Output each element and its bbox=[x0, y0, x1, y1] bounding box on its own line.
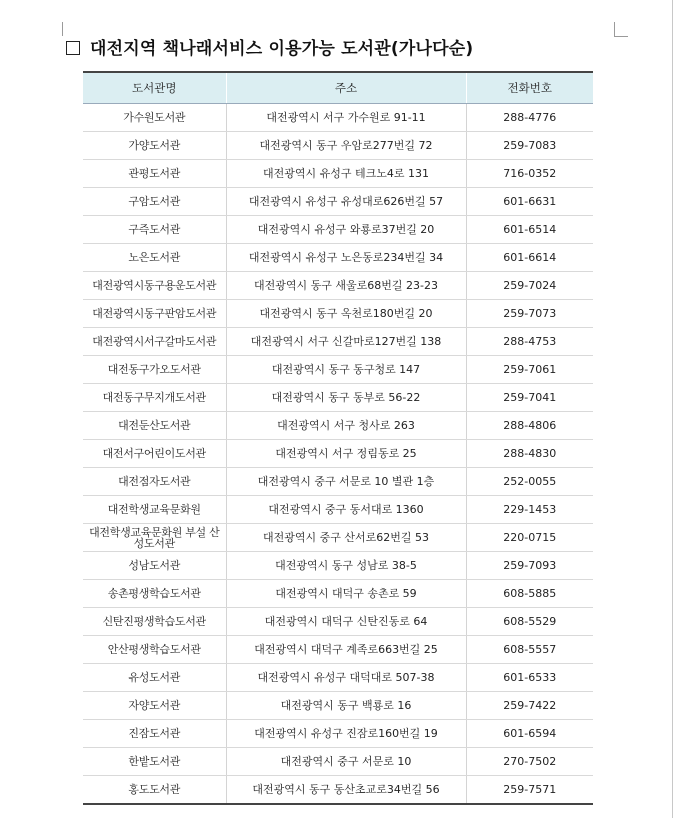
page-edge bbox=[672, 0, 673, 818]
address-cell: 대전광역시 유성구 유성대로626번길 57 bbox=[226, 188, 466, 216]
address-cell: 대전광역시 대덕구 송촌로 59 bbox=[226, 580, 466, 608]
table-row bbox=[83, 496, 593, 524]
address-cell: 대전광역시 대덕구 계족로663번길 25 bbox=[226, 636, 466, 664]
phone-cell: 259-7422 bbox=[466, 692, 593, 720]
margin-corner-mark bbox=[62, 22, 63, 36]
phone-cell: 288-4830 bbox=[466, 440, 593, 468]
table-row bbox=[83, 776, 593, 805]
document-title-text: 대전지역 책나래서비스 이용가능 도서관(가나다순) bbox=[90, 39, 474, 59]
table-row bbox=[83, 356, 593, 384]
library-table bbox=[83, 71, 593, 805]
address-cell: 대전광역시 유성구 노은동로234번길 34 bbox=[226, 244, 466, 272]
checkbox-square-icon bbox=[66, 41, 80, 55]
address-cell: 대전광역시 유성구 와룡로37번길 20 bbox=[226, 216, 466, 244]
table-row bbox=[83, 608, 593, 636]
table-row bbox=[83, 188, 593, 216]
library-name-cell: 대전학생교육문화원 bbox=[83, 496, 226, 524]
table-row bbox=[83, 384, 593, 412]
phone-cell: 601-6614 bbox=[466, 244, 593, 272]
library-name-cell: 자양도서관 bbox=[83, 692, 226, 720]
table-row bbox=[83, 300, 593, 328]
address-cell: 대전광역시 서구 가수원로 91-11 bbox=[226, 104, 466, 132]
address-cell: 대전광역시 동구 옥천로180번길 20 bbox=[226, 300, 466, 328]
phone-cell: 259-7083 bbox=[466, 132, 593, 160]
library-name-cell: 노은도서관 bbox=[83, 244, 226, 272]
document-title bbox=[66, 34, 473, 59]
address-cell: 대전광역시 유성구 대덕대로 507-38 bbox=[226, 664, 466, 692]
address-cell: 대전광역시 대덕구 신탄진동로 64 bbox=[226, 608, 466, 636]
address-cell: 대전광역시 동구 동산초교로34번길 56 bbox=[226, 776, 466, 805]
address-cell: 대전광역시 서구 청사로 263 bbox=[226, 412, 466, 440]
library-name-cell: 대전광역시동구판암도서관 bbox=[83, 300, 226, 328]
address-cell: 대전광역시 중구 산서로62번길 53 bbox=[226, 524, 466, 552]
address-cell: 대전광역시 동구 성남로 38-5 bbox=[226, 552, 466, 580]
phone-cell: 601-6631 bbox=[466, 188, 593, 216]
table-row bbox=[83, 160, 593, 188]
library-name-cell: 유성도서관 bbox=[83, 664, 226, 692]
table-row bbox=[83, 664, 593, 692]
address-cell: 대전광역시 동구 동구청로 147 bbox=[226, 356, 466, 384]
address-cell: 대전광역시 중구 동서대로 1360 bbox=[226, 496, 466, 524]
table-row bbox=[83, 216, 593, 244]
phone-cell: 259-7571 bbox=[466, 776, 593, 805]
library-name-cell: 대전서구어린이도서관 bbox=[83, 440, 226, 468]
phone-cell: 601-6533 bbox=[466, 664, 593, 692]
library-name-cell: 안산평생학습도서관 bbox=[83, 636, 226, 664]
address-cell: 대전광역시 동구 백룡로 16 bbox=[226, 692, 466, 720]
table-row bbox=[83, 748, 593, 776]
address-cell: 대전광역시 서구 정림동로 25 bbox=[226, 440, 466, 468]
table-row bbox=[83, 412, 593, 440]
library-name-cell: 대전광역시동구용운도서관 bbox=[83, 272, 226, 300]
library-name-cell: 대전점자도서관 bbox=[83, 468, 226, 496]
phone-cell: 259-7024 bbox=[466, 272, 593, 300]
phone-cell: 259-7073 bbox=[466, 300, 593, 328]
header-library-name: 도서관명 bbox=[83, 72, 226, 104]
table-row bbox=[83, 524, 593, 552]
address-cell: 대전광역시 유성구 테크노4로 131 bbox=[226, 160, 466, 188]
phone-cell: 259-7093 bbox=[466, 552, 593, 580]
address-cell: 대전광역시 동구 새울로68번길 23-23 bbox=[226, 272, 466, 300]
phone-cell: 608-5885 bbox=[466, 580, 593, 608]
library-name-cell: 한밭도서관 bbox=[83, 748, 226, 776]
phone-cell: 288-4753 bbox=[466, 328, 593, 356]
library-name-cell: 관평도서관 bbox=[83, 160, 226, 188]
phone-cell: 288-4806 bbox=[466, 412, 593, 440]
phone-cell: 601-6594 bbox=[466, 720, 593, 748]
phone-cell: 716-0352 bbox=[466, 160, 593, 188]
library-name-cell: 신탄진평생학습도서관 bbox=[83, 608, 226, 636]
table-row bbox=[83, 468, 593, 496]
address-cell: 대전광역시 중구 서문로 10 별관 1층 bbox=[226, 468, 466, 496]
library-name-cell: 대전광역시서구갈마도서관 bbox=[83, 328, 226, 356]
phone-cell: 270-7502 bbox=[466, 748, 593, 776]
phone-cell: 229-1453 bbox=[466, 496, 593, 524]
margin-corner-mark bbox=[614, 36, 628, 37]
phone-cell: 608-5557 bbox=[466, 636, 593, 664]
table-row bbox=[83, 720, 593, 748]
table-row bbox=[83, 692, 593, 720]
library-name-cell: 대전동구무지개도서관 bbox=[83, 384, 226, 412]
phone-cell: 259-7061 bbox=[466, 356, 593, 384]
table-row bbox=[83, 580, 593, 608]
phone-cell: 288-4776 bbox=[466, 104, 593, 132]
table-row bbox=[83, 132, 593, 160]
address-cell: 대전광역시 중구 서문로 10 bbox=[226, 748, 466, 776]
library-name-cell: 가수원도서관 bbox=[83, 104, 226, 132]
table-row bbox=[83, 328, 593, 356]
address-cell: 대전광역시 동구 동부로 56-22 bbox=[226, 384, 466, 412]
library-name-cell: 진잠도서관 bbox=[83, 720, 226, 748]
library-name-cell: 대전둔산도서관 bbox=[83, 412, 226, 440]
library-name-cell: 대전학생교육문화원 부설 산성도서관 bbox=[83, 524, 226, 552]
address-cell: 대전광역시 서구 신갈마로127번길 138 bbox=[226, 328, 466, 356]
library-name-cell: 가양도서관 bbox=[83, 132, 226, 160]
phone-cell: 601-6514 bbox=[466, 216, 593, 244]
address-cell: 대전광역시 동구 우암로277번길 72 bbox=[226, 132, 466, 160]
phone-cell: 259-7041 bbox=[466, 384, 593, 412]
header-address: 주소 bbox=[226, 72, 466, 104]
table-row bbox=[83, 272, 593, 300]
address-cell: 대전광역시 유성구 진잠로160번길 19 bbox=[226, 720, 466, 748]
library-name-cell: 송촌평생학습도서관 bbox=[83, 580, 226, 608]
table-row bbox=[83, 104, 593, 132]
table-row bbox=[83, 636, 593, 664]
phone-cell: 608-5529 bbox=[466, 608, 593, 636]
phone-cell: 220-0715 bbox=[466, 524, 593, 552]
library-name-cell: 구암도서관 bbox=[83, 188, 226, 216]
phone-cell: 252-0055 bbox=[466, 468, 593, 496]
library-name-cell: 홍도도서관 bbox=[83, 776, 226, 805]
library-name-cell: 대전동구가오도서관 bbox=[83, 356, 226, 384]
table-row bbox=[83, 244, 593, 272]
table-row bbox=[83, 440, 593, 468]
library-name-cell: 성남도서관 bbox=[83, 552, 226, 580]
table-header-row bbox=[83, 72, 593, 104]
library-name-cell: 구즉도서관 bbox=[83, 216, 226, 244]
margin-corner-mark bbox=[614, 22, 615, 36]
table-row bbox=[83, 552, 593, 580]
header-phone: 전화번호 bbox=[466, 72, 593, 104]
